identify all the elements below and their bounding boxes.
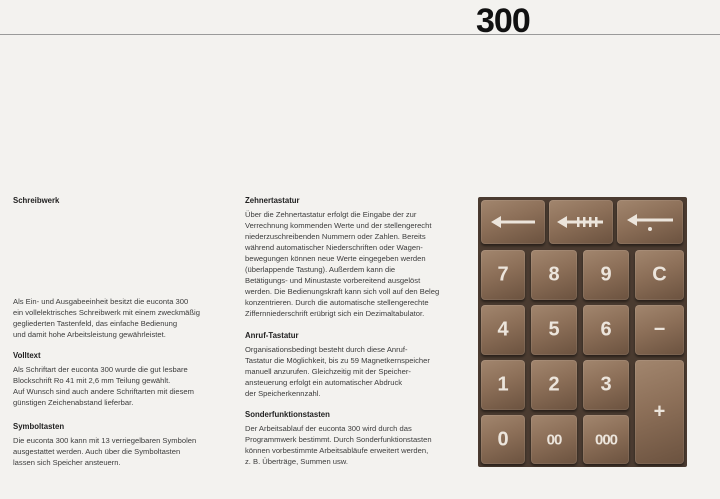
text-line: Der Arbeitsablauf der euconta 300 wird durch das (245, 424, 412, 433)
key-label: 9 (600, 263, 612, 286)
text-line: Ziffernniederschrift erübrigt sich ein Dezimaltabulator. (245, 309, 425, 318)
text-line: Auf Wunsch sind auch andere Schriftarten mit diesem (13, 387, 194, 396)
text-line: bewegungen können neue Werte eingegeben werden (245, 254, 426, 263)
text-line: Als Schriftart der euconta 300 wurde die gut lesbare (13, 365, 188, 374)
key-label: 8 (548, 263, 560, 286)
key-label: 00 (546, 431, 562, 448)
section-anruf-tastatur (245, 330, 470, 399)
section-title: Schreibwerk (13, 196, 60, 205)
key-00 (531, 415, 577, 464)
section-schreibwerk-title-block (13, 195, 238, 206)
key-label: 0 (497, 428, 509, 450)
section-title: Zehnertastatur (245, 196, 300, 205)
text-line: werden. Die Bedienungskraft kann sich voll auf den Beleg (245, 287, 440, 296)
section-volltext (13, 350, 238, 408)
key-1 (481, 360, 525, 410)
key-9 (583, 250, 629, 300)
text-line: manuell anzurufen. Gleichzeitig mit der Speicher- (245, 367, 411, 376)
key-000 (583, 415, 629, 464)
key-0 (481, 415, 525, 464)
key-minus (635, 305, 684, 355)
paragraph (245, 209, 470, 319)
key-2 (531, 360, 577, 410)
key-5 (531, 305, 577, 355)
key-7 (481, 250, 525, 300)
text-line: Betätigungs- und Minustaste vorbereitend ausgelöst (245, 276, 421, 285)
key-label: 3 (600, 373, 612, 396)
text-line: Blockschrift Ro 41 mit 2,6 mm Teilung gewählt. (13, 376, 171, 385)
section-symboltasten (13, 421, 238, 468)
key-label: 5 (548, 318, 560, 341)
key-clear (635, 250, 684, 300)
key-tab-left (549, 200, 613, 244)
section-zehnertastatur (245, 195, 470, 319)
text-line: können vorbestimmte Arbeitsabläufe erweitert werden, (245, 446, 429, 455)
text-line: während automatischer Niederschriften oder Wagen- (245, 243, 423, 252)
text-line: (überlappende Tastung). Außerdem kann die (245, 265, 396, 274)
text-line: konzentrieren. Durch die automatische stellengerechte (245, 298, 429, 307)
text-line: Die euconta 300 kann mit 13 verriegelbaren Symbolen (13, 436, 197, 445)
key-backspace (481, 200, 545, 244)
key-label: C (652, 263, 667, 286)
key-label: 000 (594, 431, 618, 448)
key-3 (583, 360, 629, 410)
text-line: ein vollelektrisches Schreibwerk mit einem zweckmäßig (13, 308, 200, 317)
section-schreibwerk-body (13, 296, 238, 340)
paragraph (245, 423, 470, 467)
text-line: der Speicherkennzahl. (245, 389, 321, 398)
tab-left-arrow-icon (549, 200, 613, 244)
paragraph (13, 435, 238, 468)
decimal-left-arrow-icon (617, 200, 683, 244)
text-line: Tastatur die Möglichkeit, bis zu 59 Magnetkernspeicher (245, 356, 430, 365)
show-through-print (300, 0, 480, 170)
header-rule (0, 34, 720, 35)
text-line: lassen sich Speicher ansteuern. (13, 458, 121, 467)
section-title: Anruf-Tastatur (245, 331, 299, 340)
text-line: Organisationsbedingt besteht durch diese Anruf- (245, 345, 408, 354)
key-4 (481, 305, 525, 355)
paragraph (245, 344, 470, 399)
key-8 (531, 250, 577, 300)
text-line: Über die Zehnertastatur erfolgt die Eingabe der zur (245, 210, 417, 219)
section-title: Sonderfunktionstasten (245, 410, 330, 419)
backspace-arrow-icon (481, 200, 545, 244)
page-number-heading: 300 (476, 2, 530, 40)
text-line: günstigen Zeichenabstand lieferbar. (13, 398, 134, 407)
text-line: niederzuschreibenden Nummern oder Zahlen. Bereits (245, 232, 426, 241)
section-sonderfunktionstasten (245, 409, 470, 467)
text-line: ansteuerung erfolgt ein automatischer Abdruck (245, 378, 403, 387)
key-label: 6 (600, 318, 612, 341)
paragraph (13, 296, 238, 340)
key-label: − (653, 318, 666, 341)
paragraph (13, 364, 238, 408)
key-label: 1 (497, 373, 509, 396)
text-line: Programmwerk bestimmt. Durch Sonderfunktionstasten (245, 435, 432, 444)
section-title: Symboltasten (13, 422, 65, 431)
text-line: z. B. Überträge, Summen usw. (245, 457, 348, 466)
key-label: 4 (497, 318, 509, 341)
section-title: Volltext (13, 351, 41, 360)
key-label: 7 (497, 263, 509, 286)
text-line: und damit hohe Arbeitsleistung gewährleistet. (13, 330, 166, 339)
keypad-photo (478, 197, 687, 467)
key-label: 2 (548, 373, 560, 396)
text-line: Als Ein- und Ausgabeeinheit besitzt die euconta 300 (13, 297, 189, 306)
text-line: gegliederten Tastenfeld, das einfache Bedienung (13, 319, 178, 328)
key-label: + (653, 400, 666, 423)
text-line: Verrechnung kommenden Werte und der stellengerecht (245, 221, 432, 230)
key-6 (583, 305, 629, 355)
key-decimal-left (617, 200, 683, 244)
text-line: ausgestattet werden. Auch über die Symboltasten (13, 447, 181, 456)
key-plus (635, 360, 684, 464)
